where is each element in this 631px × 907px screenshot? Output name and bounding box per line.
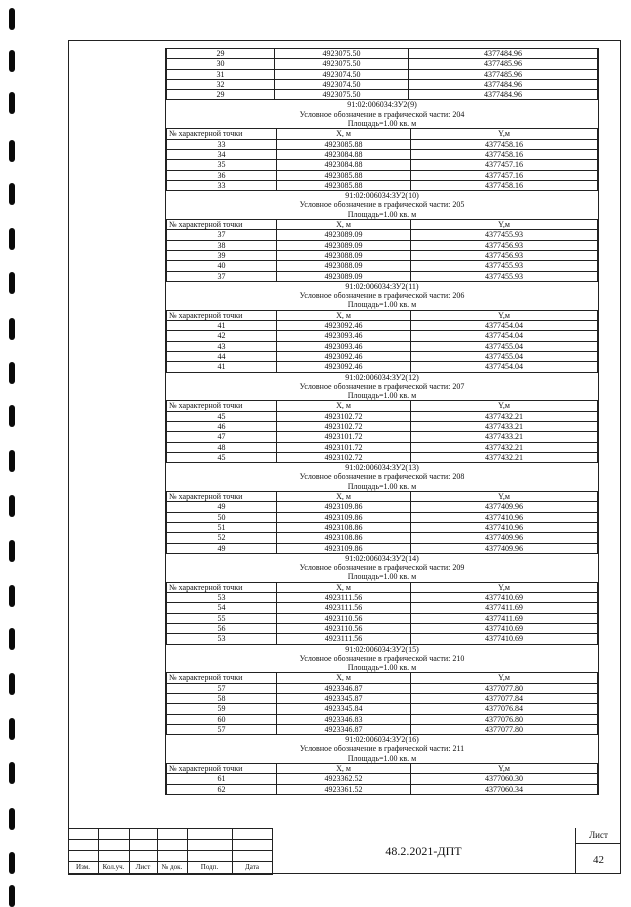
point-number: 53 bbox=[167, 634, 277, 644]
stamp-label: № док. bbox=[161, 863, 183, 871]
table-row bbox=[167, 683, 598, 693]
y-coordinate: 4377457.16 bbox=[411, 160, 598, 170]
point-number: 29 bbox=[167, 49, 275, 59]
binding-holes bbox=[6, 0, 20, 905]
x-coordinate: 4923361.52 bbox=[277, 784, 411, 794]
point-number: 58 bbox=[167, 694, 277, 704]
x-coordinate: 4923085.88 bbox=[277, 180, 411, 190]
y-coordinate: 4377484.96 bbox=[409, 90, 598, 100]
x-coordinate: 4923092.46 bbox=[277, 321, 411, 331]
y-coordinate: 4377060.30 bbox=[411, 774, 598, 784]
binding-hole bbox=[9, 362, 15, 384]
table-row bbox=[167, 351, 598, 361]
y-coordinate: 4377455.04 bbox=[411, 351, 598, 361]
table-row bbox=[167, 250, 598, 260]
parcel-symbol: Условное обозначение в графической части: 207 bbox=[299, 381, 465, 391]
y-coordinate: 4377409.96 bbox=[411, 502, 598, 512]
point-number: 30 bbox=[167, 59, 275, 69]
coordinates-table bbox=[166, 128, 598, 191]
table-row bbox=[167, 411, 598, 421]
table-row bbox=[167, 432, 598, 442]
x-coordinate: 4923093.46 bbox=[277, 331, 411, 341]
table-row bbox=[167, 724, 598, 734]
y-coordinate: 4377077.80 bbox=[411, 683, 598, 693]
table-row bbox=[167, 634, 598, 644]
table-row bbox=[167, 512, 598, 522]
parcel-symbol: Условное обозначение в графической части: 210 bbox=[299, 653, 465, 663]
point-number: 33 bbox=[167, 180, 277, 190]
point-number: 34 bbox=[167, 149, 277, 159]
point-number: 39 bbox=[167, 250, 277, 260]
x-coordinate: 4923085.88 bbox=[277, 170, 411, 180]
point-number: 54 bbox=[167, 603, 277, 613]
y-coordinate: 4377410.69 bbox=[411, 634, 598, 644]
binding-hole bbox=[9, 8, 15, 30]
table-row bbox=[167, 452, 598, 462]
parcel-area: Площадь=1.00 кв. м bbox=[347, 209, 417, 219]
table-row bbox=[167, 69, 598, 79]
binding-hole bbox=[9, 318, 15, 340]
document-code: 48.2.2021-ДПТ bbox=[385, 843, 462, 858]
point-number: 37 bbox=[167, 230, 277, 240]
x-coordinate: 4923089.09 bbox=[277, 240, 411, 250]
point-number: 36 bbox=[167, 170, 277, 180]
parcel-id: 91:02:006034:ЗУ2(12) bbox=[345, 372, 419, 382]
table-row bbox=[167, 160, 598, 170]
x-coordinate: 4923092.46 bbox=[277, 362, 411, 372]
y-coordinate: 4377432.21 bbox=[411, 452, 598, 462]
x-coordinate: 4923101.72 bbox=[277, 442, 411, 452]
binding-hole bbox=[9, 808, 15, 830]
y-coordinate: 4377455.04 bbox=[411, 341, 598, 351]
header-point: № характерной точки bbox=[167, 220, 277, 230]
table-header bbox=[167, 582, 598, 592]
x-coordinate: 4923093.46 bbox=[277, 341, 411, 351]
table-row bbox=[167, 613, 598, 623]
x-coordinate: 4923111.56 bbox=[277, 603, 411, 613]
x-coordinate: 4923089.09 bbox=[277, 230, 411, 240]
binding-hole bbox=[9, 272, 15, 294]
x-coordinate: 4923110.56 bbox=[277, 613, 411, 623]
y-coordinate: 4377457.16 bbox=[411, 170, 598, 180]
point-number: 29 bbox=[167, 90, 275, 100]
point-number: 31 bbox=[167, 69, 275, 79]
header-x: X, м bbox=[277, 673, 411, 683]
y-coordinate: 4377410.96 bbox=[411, 522, 598, 532]
y-coordinate: 4377060.34 bbox=[411, 784, 598, 794]
y-coordinate: 4377432.21 bbox=[411, 442, 598, 452]
point-number: 56 bbox=[167, 623, 277, 633]
x-coordinate: 4923102.72 bbox=[277, 411, 411, 421]
header-y: Y,м bbox=[411, 129, 598, 139]
binding-hole bbox=[9, 673, 15, 695]
table-row bbox=[167, 704, 598, 714]
y-coordinate: 4377411.69 bbox=[411, 613, 598, 623]
coordinates-table bbox=[166, 582, 598, 645]
y-coordinate: 4377485.96 bbox=[409, 69, 598, 79]
sheet-number: 42 bbox=[593, 854, 604, 866]
binding-hole bbox=[9, 885, 15, 907]
coordinates-table bbox=[166, 491, 598, 554]
header-point: № характерной точки bbox=[167, 492, 277, 502]
coordinates-sheet bbox=[165, 48, 599, 795]
coordinates-table bbox=[166, 310, 598, 373]
parcel-area: Площадь=1.00 кв. м bbox=[347, 753, 417, 763]
table-header bbox=[167, 492, 598, 502]
binding-hole bbox=[9, 92, 15, 114]
header-x: X, м bbox=[277, 582, 411, 592]
table-row bbox=[167, 230, 598, 240]
point-number: 33 bbox=[167, 139, 277, 149]
sheet-divider bbox=[576, 843, 621, 844]
header-y: Y,м bbox=[411, 220, 598, 230]
sheet-label: Лист bbox=[589, 830, 608, 840]
header-y: Y,м bbox=[411, 310, 598, 320]
point-number: 50 bbox=[167, 512, 277, 522]
point-number: 32 bbox=[167, 79, 275, 89]
sheet-number-box bbox=[575, 828, 621, 874]
point-number: 47 bbox=[167, 432, 277, 442]
point-number: 41 bbox=[167, 362, 277, 372]
point-number: 57 bbox=[167, 683, 277, 693]
x-coordinate: 4923085.88 bbox=[277, 139, 411, 149]
point-number: 60 bbox=[167, 714, 277, 724]
binding-hole bbox=[9, 450, 15, 472]
table-row bbox=[167, 543, 598, 553]
table-header bbox=[167, 129, 598, 139]
x-coordinate: 4923346.83 bbox=[277, 714, 411, 724]
x-coordinate: 4923111.56 bbox=[277, 593, 411, 603]
table-row bbox=[167, 623, 598, 633]
header-point: № характерной точки bbox=[167, 764, 277, 774]
parcel-id: 91:02:006034:ЗУ2(11) bbox=[345, 281, 419, 291]
y-coordinate: 4377456.93 bbox=[411, 250, 598, 260]
y-coordinate: 4377458.16 bbox=[411, 149, 598, 159]
table-row bbox=[167, 59, 598, 69]
coordinates-table bbox=[166, 672, 598, 735]
table-row bbox=[167, 603, 598, 613]
parcel-id: 91:02:006034:ЗУ2(10) bbox=[345, 191, 419, 201]
y-coordinate: 4377076.80 bbox=[411, 714, 598, 724]
x-coordinate: 4923088.09 bbox=[277, 250, 411, 260]
y-coordinate: 4377484.96 bbox=[409, 49, 598, 59]
y-coordinate: 4377455.93 bbox=[411, 271, 598, 281]
coordinates-table bbox=[166, 763, 598, 795]
table-row bbox=[167, 694, 598, 704]
point-number: 51 bbox=[167, 522, 277, 532]
parcel-area: Площадь=1.00 кв. м bbox=[347, 663, 417, 673]
y-coordinate: 4377458.16 bbox=[411, 180, 598, 190]
table-row bbox=[167, 180, 598, 190]
y-coordinate: 4377077.84 bbox=[411, 694, 598, 704]
header-point: № характерной точки bbox=[167, 582, 277, 592]
y-coordinate: 4377455.93 bbox=[411, 261, 598, 271]
parcel-symbol: Условное обозначение в графической части: 206 bbox=[299, 291, 465, 301]
parcel-area: Площадь=1.00 кв. м bbox=[347, 572, 417, 582]
x-coordinate: 4923102.72 bbox=[277, 421, 411, 431]
y-coordinate: 4377433.21 bbox=[411, 432, 598, 442]
y-coordinate: 4377410.96 bbox=[411, 512, 598, 522]
binding-hole bbox=[9, 183, 15, 205]
stamp-label: Лист bbox=[135, 863, 151, 871]
point-number: 41 bbox=[167, 321, 277, 331]
table-row bbox=[167, 533, 598, 543]
point-number: 53 bbox=[167, 593, 277, 603]
x-coordinate: 4923075.50 bbox=[275, 90, 409, 100]
table-header bbox=[167, 673, 598, 683]
x-coordinate: 4923088.09 bbox=[277, 261, 411, 271]
table-row bbox=[167, 90, 598, 100]
x-coordinate: 4923362.52 bbox=[277, 774, 411, 784]
parcel-blocks bbox=[166, 100, 598, 794]
point-number: 59 bbox=[167, 704, 277, 714]
parcel-area: Площадь=1.00 кв. м bbox=[347, 391, 417, 401]
coordinates-table bbox=[166, 219, 598, 282]
x-coordinate: 4923108.86 bbox=[277, 533, 411, 543]
y-coordinate: 4377432.21 bbox=[411, 411, 598, 421]
point-number: 49 bbox=[167, 502, 277, 512]
parcel-id: 91:02:006034:ЗУ2(16) bbox=[345, 735, 419, 745]
header-y: Y,м bbox=[411, 673, 598, 683]
y-coordinate: 4377454.04 bbox=[411, 321, 598, 331]
stamp-label: Кол.уч. bbox=[102, 863, 125, 871]
x-coordinate: 4923101.72 bbox=[277, 432, 411, 442]
table-row bbox=[167, 79, 598, 89]
header-y: Y,м bbox=[411, 492, 598, 502]
parcel-id: 91:02:006034:ЗУ2(13) bbox=[345, 463, 419, 473]
table-row bbox=[167, 502, 598, 512]
parcel-id: 91:02:006034:ЗУ2(15) bbox=[345, 644, 419, 654]
point-number: 43 bbox=[167, 341, 277, 351]
header-x: X, м bbox=[277, 129, 411, 139]
x-coordinate: 4923109.86 bbox=[277, 512, 411, 522]
parcel-area: Площадь=1.00 кв. м bbox=[347, 300, 417, 310]
table-row bbox=[167, 421, 598, 431]
binding-hole bbox=[9, 762, 15, 784]
binding-hole bbox=[9, 495, 15, 517]
y-coordinate: 4377454.04 bbox=[411, 362, 598, 372]
point-number: 40 bbox=[167, 261, 277, 271]
header-x: X, м bbox=[277, 492, 411, 502]
table-row bbox=[167, 784, 598, 794]
binding-hole bbox=[9, 585, 15, 607]
table-row bbox=[167, 139, 598, 149]
point-number: 52 bbox=[167, 533, 277, 543]
header-point: № характерной точки bbox=[167, 673, 277, 683]
y-coordinate: 4377076.84 bbox=[411, 704, 598, 714]
parcel-area: Площадь=1.00 кв. м bbox=[347, 481, 417, 491]
header-y: Y,м bbox=[411, 582, 598, 592]
x-coordinate: 4923108.86 bbox=[277, 522, 411, 532]
table-row bbox=[167, 49, 598, 59]
point-number: 62 bbox=[167, 784, 277, 794]
table-row bbox=[167, 170, 598, 180]
parcel-symbol: Условное обозначение в графической части: 205 bbox=[299, 200, 465, 210]
point-number: 42 bbox=[167, 331, 277, 341]
parcel-symbol: Условное обозначение в графической части: 209 bbox=[299, 563, 465, 573]
header-point: № характерной точки bbox=[167, 129, 277, 139]
x-coordinate: 4923075.50 bbox=[275, 59, 409, 69]
header-x: X, м bbox=[277, 310, 411, 320]
point-number: 38 bbox=[167, 240, 277, 250]
x-coordinate: 4923110.56 bbox=[277, 623, 411, 633]
parcel-symbol: Условное обозначение в графической части: 211 bbox=[299, 744, 465, 754]
table-header bbox=[167, 310, 598, 320]
parcel-id: 91:02:006034:ЗУ2(9) bbox=[347, 100, 417, 110]
point-number: 45 bbox=[167, 411, 277, 421]
x-coordinate: 4923084.88 bbox=[277, 149, 411, 159]
x-coordinate: 4923084.88 bbox=[277, 160, 411, 170]
table-row bbox=[167, 240, 598, 250]
parcel-id: 91:02:006034:ЗУ2(14) bbox=[345, 553, 419, 563]
header-x: X, м bbox=[277, 401, 411, 411]
x-coordinate: 4923089.09 bbox=[277, 271, 411, 281]
y-coordinate: 4377485.96 bbox=[409, 59, 598, 69]
y-coordinate: 4377410.69 bbox=[411, 623, 598, 633]
point-number: 44 bbox=[167, 351, 277, 361]
y-coordinate: 4377454.04 bbox=[411, 331, 598, 341]
point-number: 37 bbox=[167, 271, 277, 281]
table-header bbox=[167, 220, 598, 230]
table-row bbox=[167, 321, 598, 331]
point-number: 45 bbox=[167, 452, 277, 462]
parcel-symbol: Условное обозначение в графической части: 204 bbox=[299, 109, 465, 119]
x-coordinate: 4923346.87 bbox=[277, 683, 411, 693]
point-number: 57 bbox=[167, 724, 277, 734]
point-number: 35 bbox=[167, 160, 277, 170]
binding-hole bbox=[9, 228, 15, 250]
x-coordinate: 4923109.86 bbox=[277, 543, 411, 553]
x-coordinate: 4923102.72 bbox=[277, 452, 411, 462]
y-coordinate: 4377433.21 bbox=[411, 421, 598, 431]
stamp-label: Изм. bbox=[76, 863, 90, 871]
y-coordinate: 4377409.96 bbox=[411, 533, 598, 543]
coordinates-table bbox=[166, 400, 598, 463]
y-coordinate: 4377458.16 bbox=[411, 139, 598, 149]
header-point: № характерной точки bbox=[167, 401, 277, 411]
y-coordinate: 4377484.96 bbox=[409, 79, 598, 89]
point-number: 55 bbox=[167, 613, 277, 623]
header-x: X, м bbox=[277, 220, 411, 230]
table-row bbox=[167, 331, 598, 341]
point-number: 46 bbox=[167, 421, 277, 431]
binding-hole bbox=[9, 140, 15, 162]
y-coordinate: 4377455.93 bbox=[411, 230, 598, 240]
header-y: Y,м bbox=[411, 401, 598, 411]
x-coordinate: 4923075.50 bbox=[275, 49, 409, 59]
binding-hole bbox=[9, 852, 15, 874]
header-y: Y,м bbox=[411, 764, 598, 774]
x-coordinate: 4923345.87 bbox=[277, 694, 411, 704]
x-coordinate: 4923092.46 bbox=[277, 351, 411, 361]
table-row bbox=[167, 522, 598, 532]
table-row bbox=[167, 593, 598, 603]
y-coordinate: 4377456.93 bbox=[411, 240, 598, 250]
y-coordinate: 4377411.69 bbox=[411, 603, 598, 613]
header-point: № характерной точки bbox=[167, 310, 277, 320]
first-rows-table bbox=[166, 48, 598, 100]
table-row bbox=[167, 442, 598, 452]
y-coordinate: 4377409.96 bbox=[411, 543, 598, 553]
table-row bbox=[167, 149, 598, 159]
table-row bbox=[167, 271, 598, 281]
x-coordinate: 4923345.84 bbox=[277, 704, 411, 714]
x-coordinate: 4923109.86 bbox=[277, 502, 411, 512]
header-x: X, м bbox=[277, 764, 411, 774]
point-number: 49 bbox=[167, 543, 277, 553]
parcel-symbol: Условное обозначение в графической части: 208 bbox=[299, 472, 465, 482]
point-number: 48 bbox=[167, 442, 277, 452]
table-row bbox=[167, 261, 598, 271]
binding-hole bbox=[9, 718, 15, 740]
table-row bbox=[167, 341, 598, 351]
y-coordinate: 4377077.80 bbox=[411, 724, 598, 734]
parcel-area: Площадь=1.00 кв. м bbox=[347, 119, 417, 129]
y-coordinate: 4377410.69 bbox=[411, 593, 598, 603]
table-header bbox=[167, 401, 598, 411]
table-row bbox=[167, 774, 598, 784]
x-coordinate: 4923074.50 bbox=[275, 69, 409, 79]
binding-hole bbox=[9, 50, 15, 72]
x-coordinate: 4923074.50 bbox=[275, 79, 409, 89]
table-row bbox=[167, 714, 598, 724]
stamp-label: Подп. bbox=[200, 863, 219, 871]
point-number: 61 bbox=[167, 774, 277, 784]
stamp-label: Дата bbox=[245, 863, 259, 871]
x-coordinate: 4923346.87 bbox=[277, 724, 411, 734]
x-coordinate: 4923111.56 bbox=[277, 634, 411, 644]
binding-hole bbox=[9, 628, 15, 650]
binding-hole bbox=[9, 540, 15, 562]
table-row bbox=[167, 362, 598, 372]
binding-hole bbox=[9, 405, 15, 427]
table-header bbox=[167, 764, 598, 774]
